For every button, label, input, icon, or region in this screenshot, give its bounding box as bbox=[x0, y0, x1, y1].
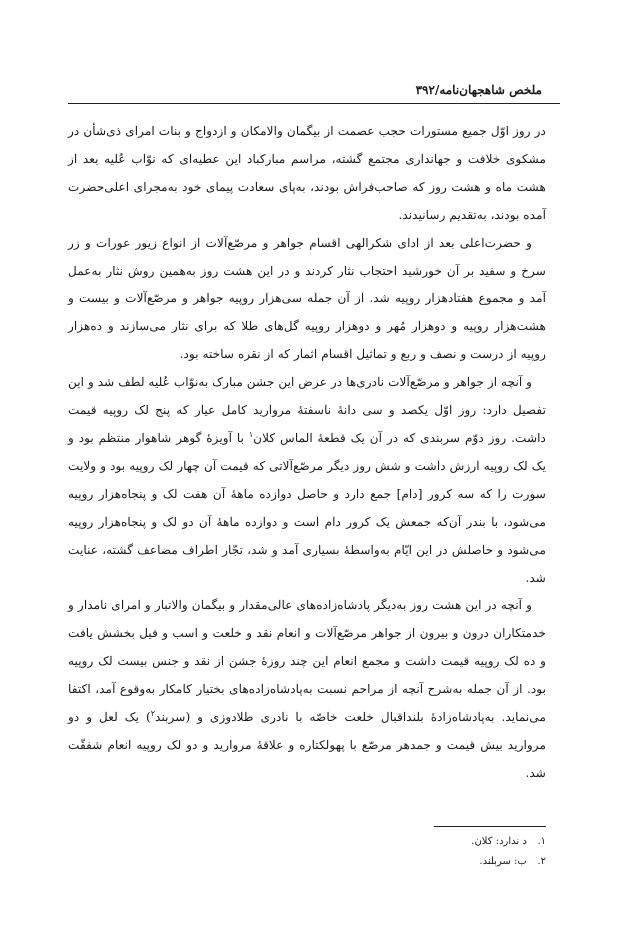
body-text bbox=[68, 118, 546, 788]
paragraph-3-text-b: با آویزهٔ گوهر شاهوار منتظم بود و یک لک روپیه ارزش داشت و شش روز دیگر مرصّع‌آلاتی که قیمت آن چهار لک روپیه بود و ولایت سورت را که سه کرور [دام] جمع دارد و حاصل دوازده ماههٔ آن هفت لک و پنجاه‌هزار روپیه می‌شود، با بندر آن‌که جمعش یک کرور دام است و دوازده ماههٔ آن دو لک و پنجاه‌هزار روپیه می‌شود و حاصلش در این ایّام به‌واسطهٔ بسیاری آمد و شد، تجّار اطراف مضاعف گشته، عنایت شد. bbox=[68, 430, 546, 585]
footnote-1-text: د ندارد: کلان. bbox=[471, 836, 527, 847]
paragraph-4-text-a: و آنچه در این هشت روز به‌دیگر پادشاه‌زاده‌های عالی‌مقدار و بیگمان والاتبار و امرای نامدار و خدمتکاران درون و بیرون از جواهر مرصّع‌آلات و انعام نقد و خلعت و اسب و فیل بخشش یافت و ده لک روپیه قیمت داشت و مجمع انعام این چند روزهٔ جشن از نقد و جنس بیست لک روپیه بود. از آن جمله به‌شرح آنچه از مراحم نسبت به‌پادشاه‌زاده‌های بختیار کامکار به‌وقوع آمد، اکتفا می‌نماید. به‌پادشاه‌زادهٔ بلنداقبال خلعت خاصّه با نادری طلادوزی و (سربند bbox=[68, 598, 546, 725]
footnote-rule bbox=[434, 826, 546, 827]
running-title: ملخص شاهجهان‌نامه/۳۹۲ bbox=[415, 83, 542, 97]
footnote-1 bbox=[68, 832, 546, 852]
footnotes bbox=[68, 832, 546, 872]
footnote-2-text: ب: سربلند. bbox=[479, 856, 527, 867]
running-header bbox=[68, 80, 542, 102]
paragraph-2: و حضرت‌اعلی بعد از ادای شکرالهی اقسام جواهر و مرصّع‌آلات از انواع زیور عورات و زر سرخ و سفید بر آن خورشید احتجاب نثار کردند و در این هشت روز به‌همین روش نثار به‌عمل آمد و مجموع هفتادهزار روپیه شد. از آن جمله سی‌هزار روپیه جواهر و مرصّع‌آلات و بیست و هشت‌هزار روپیه و دوهزار مُهر و دوهزار روپیه گل‌های طلا که برای نثار می‌سازند و ده‌هزار روپیه از درست و نصف و ربع و تماثیل اقسام اثمار که از نقره ساخته بود. bbox=[68, 235, 546, 362]
footnote-2-number: ۲. bbox=[537, 856, 546, 867]
header-rule bbox=[68, 103, 560, 104]
paragraph-3 bbox=[68, 369, 546, 592]
paragraph-3-text-a: و آنچه از جواهر و مرصّع‌آلات نادری‌ها در عرض این جشن مبارک به‌نوّاب عُلیه لطف شد و این تفصیل دارد: روز اوّل یکصد و سی دانهٔ ناسفتهٔ مروارید کامل عیار که پنج لک روپیه قیمت داشت. روز دوّم سربندی که در آن یک قطعهٔ الماس کلان bbox=[68, 375, 546, 445]
footnote-ref-2[interactable]: ۲ bbox=[150, 708, 156, 718]
footnote-2 bbox=[68, 852, 546, 872]
paragraph-4 bbox=[68, 592, 546, 787]
footnote-1-number: ۱. bbox=[537, 836, 546, 847]
footnote-ref-1[interactable]: ۱ bbox=[248, 429, 254, 439]
paragraph-4-text-b: ) یک لعل و دو مروارید بیش قیمت و جمدهر مرصّع با پهولکتاره و علاقهٔ مروارید و دو لک روپیه انعام شفقّت شد. bbox=[68, 710, 546, 780]
paragraph-1: در روز اوّل جمیع مستورات حجب عصمت از بیگمان والامکان و ازدواج و بنات امرای ذی‌شأن در مشکوی خلافت و جهانداری مجتمع گشته، مراسم مبارکباد این عطیه‌ای که نوّاب عُلیه بعد از هشت ماه و هشت روز که صاحب‌فراش بودند، به‌پای سعادت پیمای خود به‌مجرای اعلی‌حضرت آمده بودند، به‌تقدیم رسانیدند. bbox=[68, 124, 546, 222]
